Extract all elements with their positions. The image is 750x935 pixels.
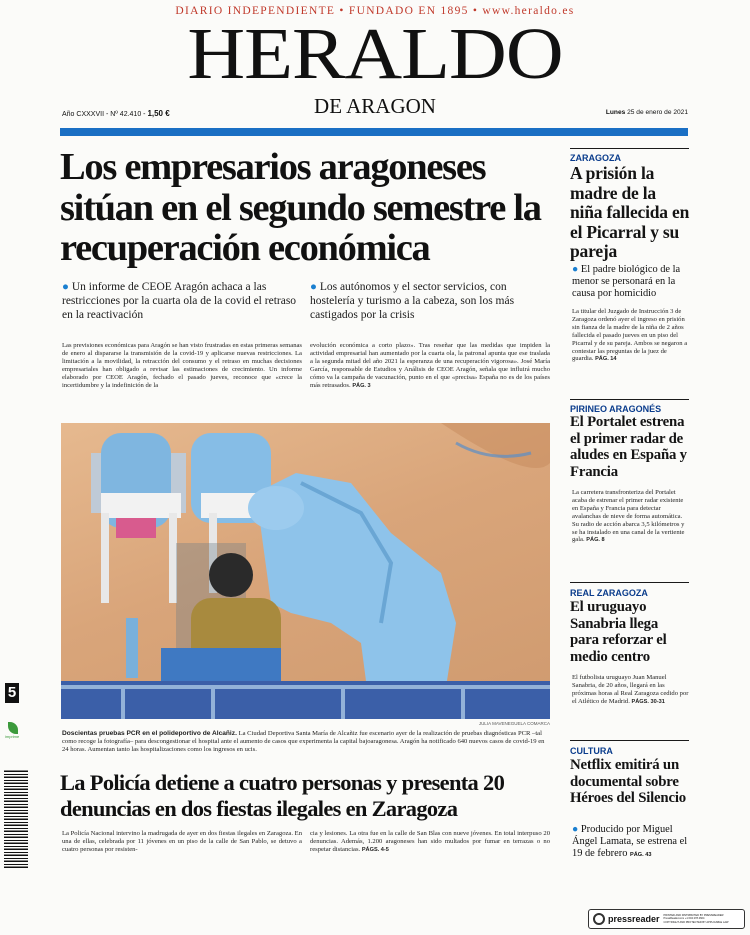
photo-caption-bold: Doscientas pruebas PCR en el polideportivo de Alcañiz. [62,730,237,737]
sidebar-dek-1-text: El padre biológico de la menor se personará en la causa por homicidio [572,264,681,299]
lead-body-col-2 [310,342,550,389]
sidebar-body-3-text: El futbolista uruguayo Juan Manuel Sanabria, de 20 años, llegará en las próximas horas al Real Zaragoza cedido por el Atlético de Madrid. [572,674,689,705]
sidebar-headline-3: El uruguayo Sanabria llega para reforzar el medio centro [570,599,667,665]
bullet-icon: ● [310,281,317,293]
sidebar-dek-4-text: Producido por Miguel Ángel Lamata, se estrena el 19 de febrero [572,824,688,859]
lead-photo [61,423,550,719]
covid-test-illustration [61,423,550,719]
second-headline: La Policía detiene a cuatro personas y presenta 20 denuncias en dos fiestas ilegales en Zaragoza [60,770,505,821]
lead-dek-1 [62,281,302,322]
masthead-subtitle: DE ARAGON [314,94,436,118]
sidebar [570,148,689,149]
sidebar-rule-2 [570,399,689,400]
sidebar-body-1 [572,308,689,363]
sidebar-rule-3 [570,582,689,583]
sidebar-dek-4 [572,824,690,861]
lead-dek-2 [310,281,550,322]
fineprint-line-2: PressReader.com +1 604 278 4604 [663,917,705,921]
lead-dek-1-text: Un informe de CEOE Aragón achaca a las restricciones por la cuarta ola de la covid el retraso en la reactivación [62,281,297,321]
sidebar-section-real-zaragoza: REAL ZARAGOZA [570,588,648,598]
sidebar-headline-4: Netflix emitirá un documental sobre Héroes del Silencio [570,757,686,806]
sidebar-body-1-text: La titular del Juzgado de Instrucción 3 de Zaragoza ordenó ayer el ingreso en prisión sin fianza de la madre de la niña de 2 años fallecida el pasado jueves en un piso del Picarral y de su pareja. Ambos se negaron a contestar las preguntas de la juez de guardia. [572,308,688,363]
sidebar-section-zaragoza: ZARAGOZA [570,153,621,163]
section-number-badge: 5 [5,683,19,703]
fineprint-line-3: COPYRIGHT AND PROTECTED BY APPLICABLE LAW [663,920,729,924]
sidebar-page-ref-4: PÁG. 43 [630,852,652,858]
lead-body-col-2-text: evolución económica a corto plazo». Tras reseñar que las medidas que impiden la actividad empresarial han aumentado por la cuarta ola, la patronal apunta que ese traslada a la segunda mitad del año 2021 la esperanza de una recuperación vigorosa». José María García, responsable de Estudios y Análisis de CEOE Aragón, señala que influirá mucho cómo va la campaña de vacunación, punto en el que «precisa» España no es de los países más retrasados. [310,342,550,389]
lead-dek-2-text: Los autónomos y el sector servicios, con hostelería y turismo a la cabeza, son los más castigados por la crisis [310,281,515,321]
sidebar-page-ref-2: PÁG. 8 [586,537,605,544]
second-page-ref: PÁGS. 4-5 [361,846,389,853]
sidebar-rule [570,148,689,149]
issue-weekday: Lunes [605,109,626,116]
sidebar-body-2-text: La carretera transfronteriza del Portalet acaba de estrenar el primer radar existente en España y Francia para detectar avalanchas de nieve de forma automática. Su radio de acción abarca 3,5 kilómetros y se ha instalado en una canal de la vertiente gala. [572,489,685,544]
leaf-icon [8,722,18,734]
sidebar-section-cultura: CULTURA [570,746,613,756]
issue-date-text: 25 de enero de 2021 [627,109,688,116]
masthead-title: HERALDO [187,13,563,95]
sidebar-dek-1 [572,264,690,300]
bullet-icon: ● [572,824,579,835]
sidebar-rule-4 [570,740,689,741]
lead-page-ref: PÁG. 3 [352,382,371,389]
pressreader-brand: pressreader [608,914,660,924]
barcode [4,770,28,868]
issue-info [62,109,170,118]
lead-headline: Los empresarios aragoneses sitúan en el segundo semestre la recuperación económica [60,146,541,269]
sidebar-headline-1: A prisión la madre de la niña fallecida en el Picarral y su pareja [570,163,690,261]
photo-caption [62,730,550,754]
sidebar-body-3 [572,674,689,706]
issue-price: 1,50 € [147,109,170,118]
bullet-icon: ● [62,281,69,293]
sidebar-body-2 [572,489,689,544]
sidebar-headline-2: El Portalet estrena el primer radar de aludes en España y Francia [570,414,687,480]
issue-number: Año CXXXVII - Nº 42.410 - [62,111,146,118]
printer-logo-text: imprime [5,734,20,739]
pressreader-icon [593,913,605,925]
sidebar-section-pirineo: PIRINEO ARAGONÉS [570,404,662,414]
masthead-rule [60,128,688,136]
second-body-col-2-text: cia y lesiones. La otra fue en la calle de San Blas con nueve jóvenes. En total interpuso 20 denuncias. Además, 1.200 aragoneses han sido multados por fumar en terrazas o no respetar distancias. [310,830,550,853]
sidebar-page-ref-3: PÁGS. 30-31 [631,698,665,705]
sidebar-page-ref-1: PÁG. 14 [595,356,617,363]
second-body-col-1: La Policía Nacional intervino la madrugada de ayer en dos fiestas ilegales en Zaragoza. En una de ellas, celebrada por 11 jóvenes en un piso de la calle de San Pablo, se detuvo a cuatro personas por resisten- [62,830,302,853]
bullet-icon: ● [572,264,579,275]
pressreader-badge [588,909,745,929]
photo-caption-text: La Ciudad Deportiva Santa María de Alcañiz fue escenario ayer de la realización de pruebas diagnósticas PCR –tal como recoge la fotografía– para descongestionar el hospital ante el aumento de casos que experimenta la capital bajoaragonesa. Aragón ha notificado 640 nuevos casos de covid-19 en 24 horas. Aumentan tanto las hospitalizaciones como los ingresos en ucis. [62,730,545,753]
second-body-col-2 [310,830,550,854]
photo-credit: JULIA MAVENEGUELA COMARCA [478,721,550,726]
fineprint-line-1: PRINTED AND DISTRIBUTED BY PRESSREADER [663,914,724,918]
pressreader-fineprint [664,914,729,924]
masthead-tagline: DIARIO INDEPENDIENTE • FUNDADO EN 1895 • www.heraldo.es [175,5,575,17]
printer-logo [5,722,23,739]
lead-body-col-1: Las previsiones económicas para Aragón se han visto frustradas en estas primeras semanas de enero al dispararse la transmisión de la covid-19 y aplicarse nuevas restricciones. La limitación a la movilidad, la retracción del consumo y el retraso en muchas decisiones empresariales han obligado a revisar las estimaciones de crecimiento. Un informe elaborado por CEOE Aragón, fechado el pasado jueves, reconoce que «crece la incertidumbre y la indefinición de la [62,342,302,389]
issue-date [560,109,688,116]
